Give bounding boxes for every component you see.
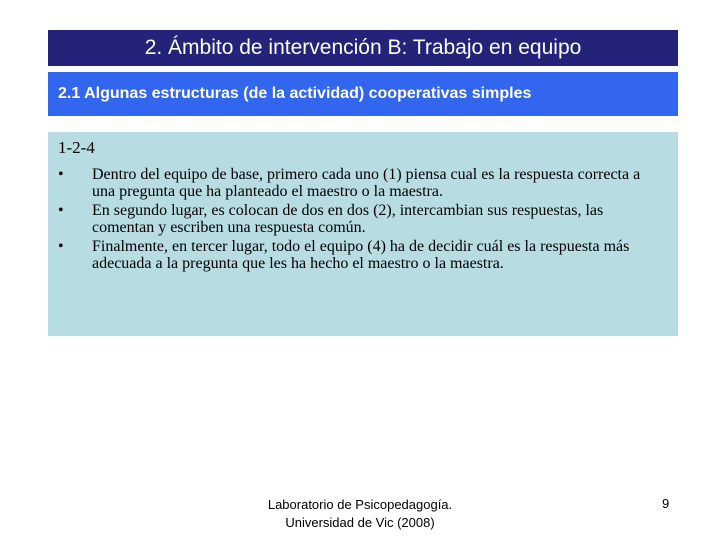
footer-line-1: Laboratorio de Psicopedagogía. [267, 497, 453, 512]
bullet-text: Finalmente, en tercer lugar, todo el equipo (4) ha de decidir cuál es la respuesta más adecuada a la pregunta que les ha hecho el maestro o la maestra. [92, 238, 630, 272]
bullet-icon: • [58, 166, 64, 183]
slide-title-bar [48, 30, 678, 66]
slide-subtitle: 2.1 Algunas estructuras (de la actividad) cooperativas simples [58, 85, 532, 102]
bullet-list [48, 166, 678, 274]
slide-subtitle-bar [48, 72, 678, 116]
slide-title: 2. Ámbito de intervención B: Trabajo en equipo [144, 36, 582, 59]
content-heading: 1-2-4 [58, 138, 95, 157]
bullet-item [48, 202, 678, 236]
bullet-text: Dentro del equipo de base, primero cada uno (1) piensa cual es la respuesta correcta a una pregunta que ha planteado el maestro o la maestra. [92, 166, 641, 200]
bullet-text: En segundo lugar, es colocan de dos en dos (2), intercambian sus respuestas, las comentan y escriben una respuesta común. [92, 202, 604, 236]
footer-credit [200, 496, 520, 532]
page-number: 9 [662, 496, 670, 511]
bullet-item [48, 238, 678, 272]
bullet-icon: • [58, 202, 64, 219]
bullet-item [48, 166, 678, 200]
footer-line-2: Universidad de Vic (2008) [285, 515, 435, 530]
content-box [48, 132, 678, 336]
bullet-icon: • [58, 238, 64, 255]
